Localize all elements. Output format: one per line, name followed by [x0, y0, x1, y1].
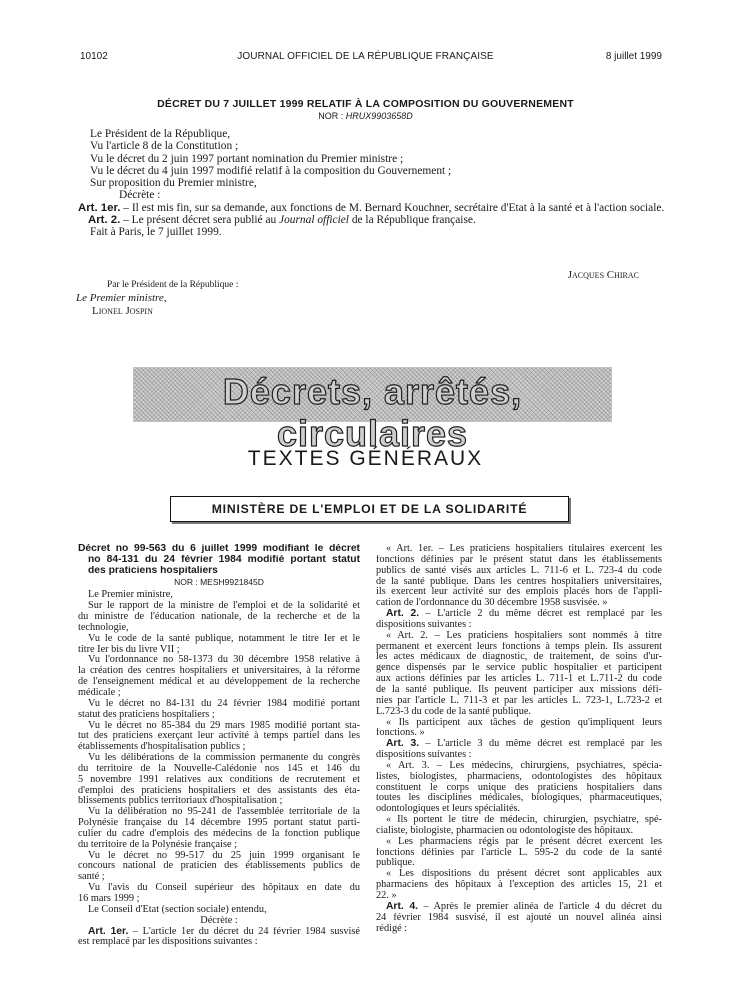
- issue-date: 8 juillet 1999: [605, 51, 662, 62]
- text-line: Vu le décret no 84-131 du 24 février 1984 modifié portant: [88, 698, 360, 709]
- countersign-block: [76, 279, 510, 318]
- text-line: Vu les délibérations de la commission permanente du congrès: [88, 753, 360, 764]
- text-line: listes, biologistes, pharmaciens, odontologistes des hôpitaux: [376, 771, 662, 782]
- text-line: publics de santé visés aux articles L. 711-6 et L. 723-4 du code: [376, 565, 662, 576]
- text-line: établissements d'hospitalisation publics ;: [78, 742, 246, 753]
- text-line: du ministre de l'éducation nationale, de la recherche et de la: [78, 612, 360, 623]
- text-line: est remplacé par les dispositions suivantes :: [78, 937, 258, 948]
- text-line: les actes médicaux de diagnostic, de traitement, de soins d'ur-: [376, 652, 662, 663]
- text-line: de la santé publique. Dans les centres hospitaliers universitaires,: [376, 576, 662, 587]
- text-line: Art. 2. – L'article 2 du même décret est remplacé par les: [386, 609, 662, 620]
- text-line: la création des centres hospitaliers et universitaires, à la réforme: [78, 666, 360, 677]
- decree1-line: Sur proposition du Premier ministre,: [90, 177, 257, 190]
- decree2-title-line: no 84-131 du 24 février 1984 modifié portant statut: [88, 554, 360, 565]
- text-line: 24 février 1984 susvisé, il est ajouté un nouvel alinéa ainsi: [376, 912, 662, 923]
- text-line: Art. 3. – L'article 3 du même décret est remplacé par les: [386, 739, 662, 750]
- journal-title: JOURNAL OFFICIEL DE LA RÉPUBLIQUE FRANÇAISE: [237, 51, 494, 62]
- text-line: blissements publics territoriaux d'hospitalisation ;: [78, 796, 283, 807]
- text-line: Vu l'avis du Conseil supérieur des hôpitaux en date du: [88, 883, 360, 894]
- text-line: médicale ;: [78, 687, 121, 698]
- text-line: d'emploi des praticiens hospitaliers et des assistants des éta-: [78, 785, 360, 796]
- text-line: fonctions. »: [376, 728, 425, 739]
- art1-label: Art. 1er.: [78, 201, 121, 214]
- text-line: Vu la délibération no 95-241 de l'assemblée territoriale de la: [88, 807, 360, 818]
- banner-text: Décrets, arrêtés, circulaires: [222, 371, 523, 454]
- decree1-line: Le Président de la République,: [90, 128, 231, 140]
- decree2-title-line: Décret no 99-563 du 6 juillet 1999 modifiant le décret: [78, 544, 360, 554]
- text-line: du territoire de la Polynésie française ;: [78, 839, 237, 850]
- left-column: [78, 544, 360, 948]
- nor-code: HRUX9903658D: [345, 111, 413, 121]
- par-le: Par le Président de la République :: [107, 280, 239, 290]
- text-line: nies par l'article L. 711-3 et par les articles L. 723-1, L.723-2 et: [376, 695, 662, 706]
- text-line: Art. 4. – Après le premier alinéa de l'article 4 du décret du: [386, 901, 662, 912]
- text-line: toutes les disciplines médicales, biologiques, pharmaceutiques,: [376, 793, 662, 804]
- text-line: cialiste, biologiste, pharmacien ou odontologiste des hôpitaux.: [376, 825, 634, 836]
- art2-text-italic: Journal officiel: [279, 214, 349, 227]
- text-line: dispositions suivantes :: [376, 619, 472, 630]
- text-line: « Art. 3. – Les médecins, chirurgiens, psychiatres, spécia-: [386, 760, 662, 771]
- text-line: 16 mars 1999 ;: [78, 894, 140, 904]
- text-line: publique.: [376, 858, 415, 869]
- text-line: pharmaciens des hôpitaux à l'exception des articles 15, 21 et: [376, 880, 662, 891]
- pm-title: Le Premier ministre,: [76, 292, 167, 304]
- text-line: tut des praticiens exerçant leur activité à temps partiel dans les: [78, 731, 360, 742]
- text-line: Le Conseil d'Etat (section sociale) entendu,: [88, 904, 267, 915]
- text-line: cation de l'ordonnance du 30 décembre 1958 susvisée. »: [376, 598, 608, 609]
- decree1-nor: [0, 111, 731, 121]
- text-line: Sur le rapport de la ministre de l'emploi et de la solidarité et: [88, 601, 360, 612]
- ministry-box: MINISTÈRE DE L'EMPLOI ET DE LA SOLIDARITÉ: [170, 496, 569, 522]
- art2-text-a: – Le présent décret sera publié au: [120, 214, 280, 227]
- decree1-decrete: Décrète :: [119, 189, 161, 202]
- text-line: technologie,: [78, 622, 129, 633]
- section-banner: [133, 367, 612, 454]
- decree1-art2: [88, 214, 670, 226]
- left-text: [78, 590, 360, 948]
- article-label: Art. 1er.: [88, 926, 129, 937]
- decree1-title: DÉCRET DU 7 JUILLET 1999 RELATIF À LA COMPOSITION DU GOUVERNEMENT: [157, 98, 574, 110]
- text-line: concours national de praticien des établissements publics de: [78, 861, 360, 872]
- text-line: 5 novembre 1991 relatives aux conditions de recrutement et: [78, 774, 360, 785]
- text-line: santé ;: [78, 872, 105, 883]
- text-line: constituent le corps unique des praticiens hospitaliers dans: [376, 782, 662, 793]
- right-column: [376, 544, 662, 934]
- text-line: de la santé publique. Ils peuvent participer aux missions défi-: [376, 684, 662, 695]
- text-line: Polynésie française du 14 décembre 1995 portant statut parti-: [78, 818, 360, 829]
- text-line: Le Premier ministre,: [88, 590, 173, 601]
- text-line: fonctions définies par le présent statut dans les établissements: [376, 554, 662, 565]
- pm-name: Lionel Jospin: [92, 305, 153, 317]
- text-line: « Les pharmaciens régis par le présent décret exercent les: [386, 836, 662, 847]
- signatory: Jacques Chirac: [567, 269, 639, 281]
- text-line: odontologiques et leurs spécialités.: [376, 804, 521, 815]
- text-line: permanent et exercent leurs fonctions à temps plein. Ils assurent: [376, 641, 662, 652]
- page-number: 10102: [80, 51, 108, 62]
- text-line: statut des praticiens hospitaliers ;: [78, 709, 215, 720]
- article-label: Art. 3.: [386, 739, 420, 750]
- section-title: TEXTES GÉNÉRAUX: [247, 447, 484, 470]
- decree1-line: Vu le décret du 2 juin 1997 portant nomination du Premier ministre ;: [90, 152, 404, 165]
- article-label: Art. 2.: [386, 609, 420, 620]
- right-text: [376, 544, 662, 934]
- decree1-art1: [78, 202, 670, 214]
- text-line: Vu le décret no 99-517 du 25 juin 1999 organisant le: [88, 850, 360, 861]
- text-line: « Art. 2. – Les praticiens hospitaliers sont nommés à titre: [386, 630, 662, 641]
- art1-text: – Il est mis fin, sur sa demande, aux fonctions de M. Bernard Kouchner, secrétaire d'Etat à la santé et à l'action sociale.: [120, 201, 665, 214]
- decree2-nor: NOR : MESH9921845D: [174, 576, 264, 587]
- text-line: Décrète :: [200, 915, 238, 926]
- art2-text-b: de la République française.: [348, 214, 476, 227]
- text-line: culier du cadre d'emplois des médecins de la fonction publique: [78, 828, 360, 839]
- text-line: 22. »: [376, 891, 397, 901]
- text-line: « Ils participent aux tâches de gestion qu'impliquent leurs: [386, 717, 662, 728]
- text-line: « Ils portent le titre de médecin, chirurgien, psychiatre, spé-: [386, 815, 662, 826]
- text-line: du territoire de la Nouvelle-Calédonie nos 145 et 146 du: [78, 763, 360, 774]
- text-line: L.723-3 du code de la santé publique.: [376, 706, 531, 717]
- nor-label: NOR :: [318, 111, 344, 121]
- decree2-title-line: des praticiens hospitaliers: [88, 565, 218, 576]
- decree1-fait: Fait à Paris, le 7 juillet 1999.: [90, 226, 222, 239]
- text-line: de l'enseignement médical et au développement de la recherche: [78, 677, 360, 688]
- text-line: dispositions suivantes :: [376, 750, 472, 761]
- text-line: fonctions définies par l'article L. 595-2 du code de la santé: [376, 847, 662, 858]
- text-line: titre Ier bis du livre VII ;: [78, 644, 180, 655]
- decree2-title: [78, 544, 360, 587]
- text-line: aux actions définies par les articles L. 711-1 et L.711-2 du code: [376, 674, 662, 685]
- text-line: rédigé :: [376, 923, 408, 934]
- decree1-line: Vu le décret du 4 juin 1997 modifié relatif à la composition du Gouvernement ;: [90, 164, 452, 177]
- decree1-line: Vu l'article 8 de la Constitution ;: [90, 140, 239, 153]
- text-line: Vu l'ordonnance no 58-1373 du 30 décembre 1958 relative à: [88, 655, 360, 666]
- decree1-body: [78, 128, 670, 239]
- text-line: gence dispensés par le service public hospitalier et participent: [376, 663, 662, 674]
- text-line: Vu le code de la santé publique, notamment le titre Ier et le: [88, 633, 360, 644]
- text-line: Vu le décret no 85-384 du 29 mars 1985 modifié portant sta-: [88, 720, 360, 731]
- text-line: « Art. 1er. – Les praticiens hospitaliers titulaires exercent les: [386, 544, 662, 554]
- article-label: Art. 4.: [386, 901, 419, 912]
- art2-label: Art. 2.: [88, 214, 121, 227]
- text-line: ils exercent leur activité sur des emplois placés hors de l'appli-: [376, 587, 662, 598]
- text-line: Art. 1er. – L'article 1er du décret du 24 février 1984 susvisé: [88, 926, 360, 937]
- text-line: « Les dispositions du présent décret sont applicables aux: [386, 869, 662, 880]
